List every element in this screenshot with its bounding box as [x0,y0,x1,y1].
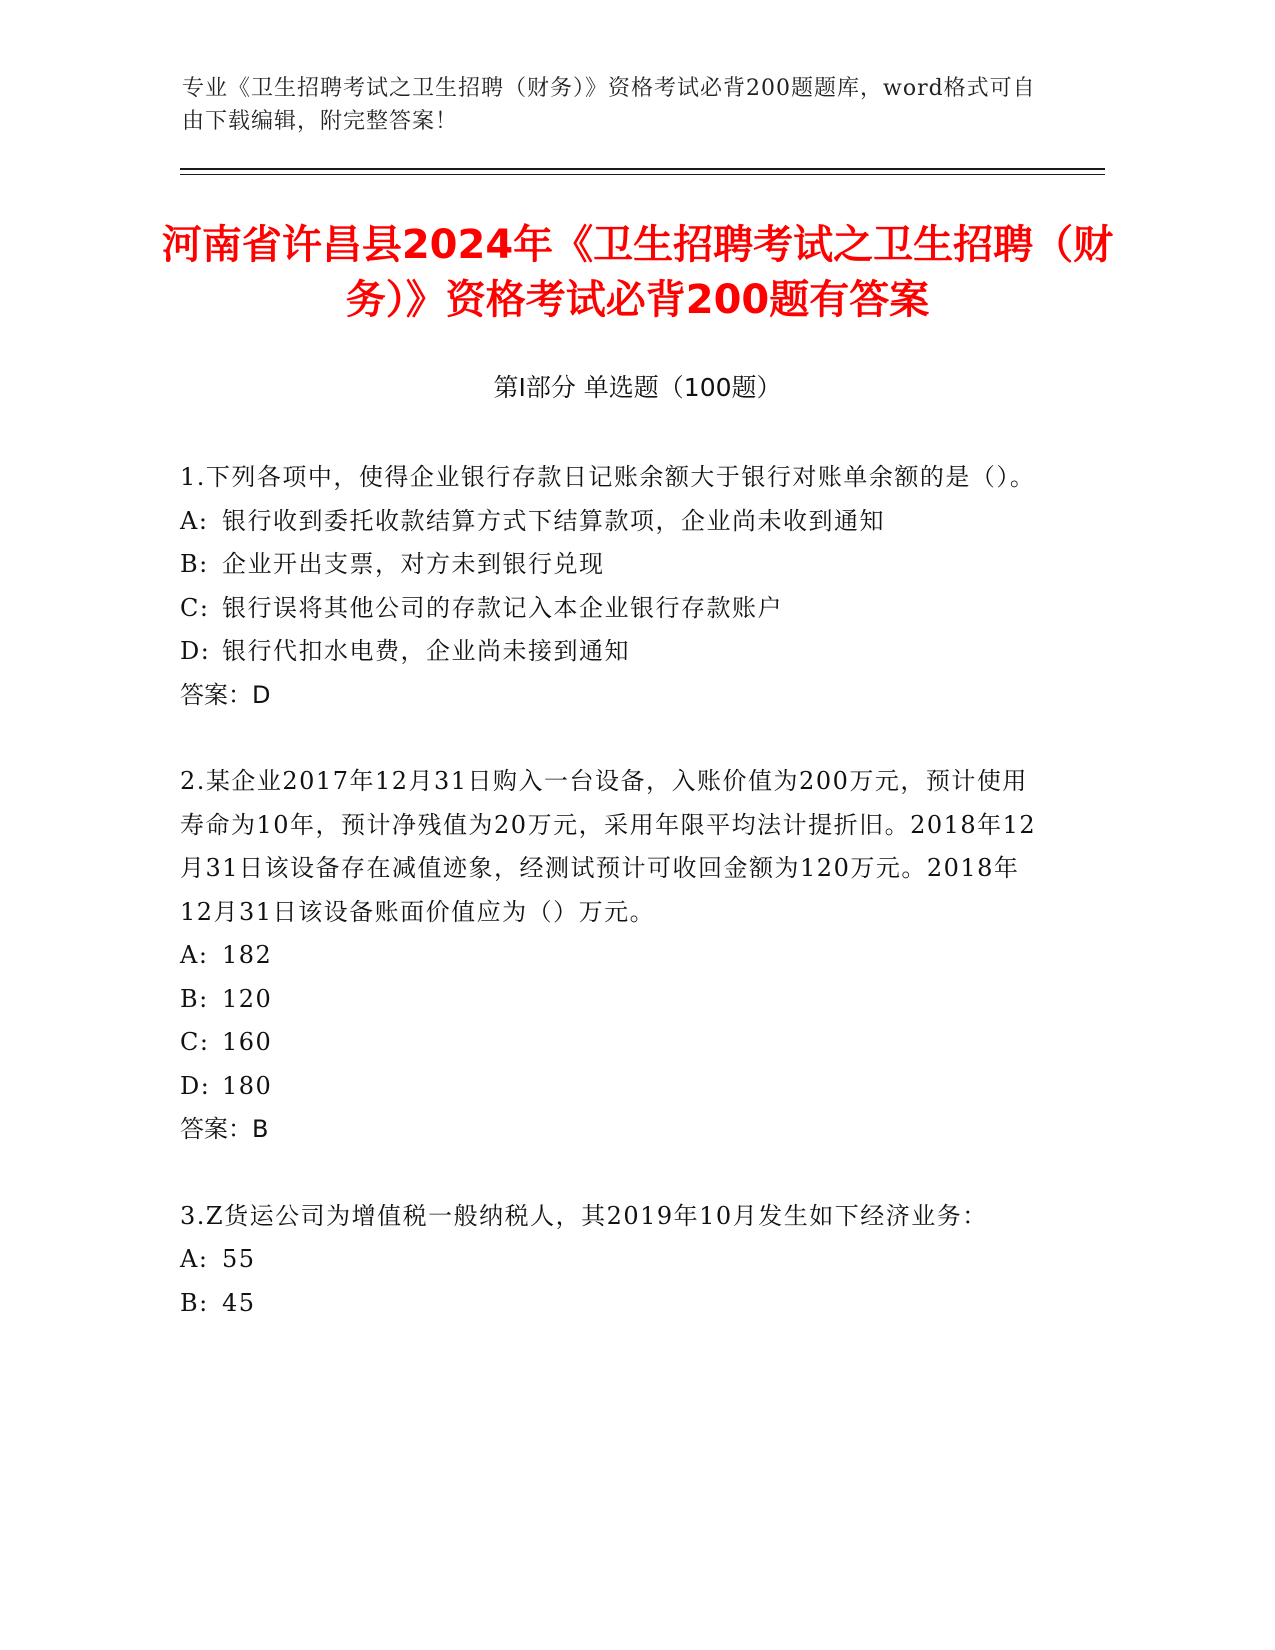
option-b [180,543,1040,587]
option-key: D: [180,637,211,665]
option-key: C: [180,1028,210,1056]
option-key: D: [180,1071,211,1100]
option-text: 182 [222,941,273,969]
header-note: 专业《卫生招聘考试之卫生招聘（财务）》资格考试必背200题题库，word格式可自由下载编辑，附完整答案！ [182,76,1036,134]
document-title: 河南省许昌县2024年《卫生招聘考试之卫生招聘（财务）》资格考试必背200题有答案 [161,222,1114,323]
option-c [180,587,1040,631]
header-rule-thin [180,174,1105,175]
question-2 [180,760,1040,1152]
option-key: A: [180,506,209,535]
question-list [180,456,1040,1368]
option-key: B: [180,1288,209,1317]
answer-label: 答案：D [180,680,271,709]
option-text: 55 [222,1245,256,1273]
header-rule-thick [180,168,1105,170]
option-key: A: [180,941,209,969]
option-text: 160 [222,1028,273,1056]
option-key: C: [180,593,210,622]
option-a [180,1238,1040,1282]
option-text: 银行收到委托收款结算方式下结算款项，企业尚未收到通知 [222,506,885,535]
option-text: 120 [222,984,273,1013]
question-stem: 3.Z货运公司为增值税一般纳税人，其2019年10月发生如下经济业务： [180,1201,988,1230]
option-text: 45 [222,1288,256,1317]
section-heading: 第Ⅰ部分 单选题（100题） [493,373,782,402]
option-b [180,1282,1040,1326]
option-b [180,978,1040,1022]
option-a [180,500,1040,544]
option-text: 银行代扣水电费，企业尚未接到通知 [222,637,630,665]
option-d [180,1065,1040,1109]
option-key: B: [180,984,209,1013]
option-key: B: [180,550,209,578]
option-d [180,630,1040,674]
option-text: 企业开出支票，对方未到银行兑现 [222,550,605,578]
question-3 [180,1195,1040,1326]
option-text: 银行误将其他公司的存款记入本企业银行存款账户 [222,593,783,622]
question-stem: 1.下列各项中，使得企业银行存款日记账余额大于银行对账单余额的是（）。 [180,463,1036,491]
option-key: A: [180,1245,209,1273]
option-c [180,1021,1040,1065]
question-stem: 2.某企业2017年12月31日购入一台设备，入账价值为200万元，预计使用寿命为10年，预计净残值为20万元，采用年限平均法计提折旧。2018年12月31日该设备存在减值迹象，经测试预计可收回金额为120万元。2018年12月31日该设备账面价值应为（）万元。 [180,767,1037,926]
answer-label: 答案：B [180,1115,269,1143]
option-a [180,934,1040,978]
option-text: 180 [222,1071,273,1100]
question-1 [180,456,1040,717]
